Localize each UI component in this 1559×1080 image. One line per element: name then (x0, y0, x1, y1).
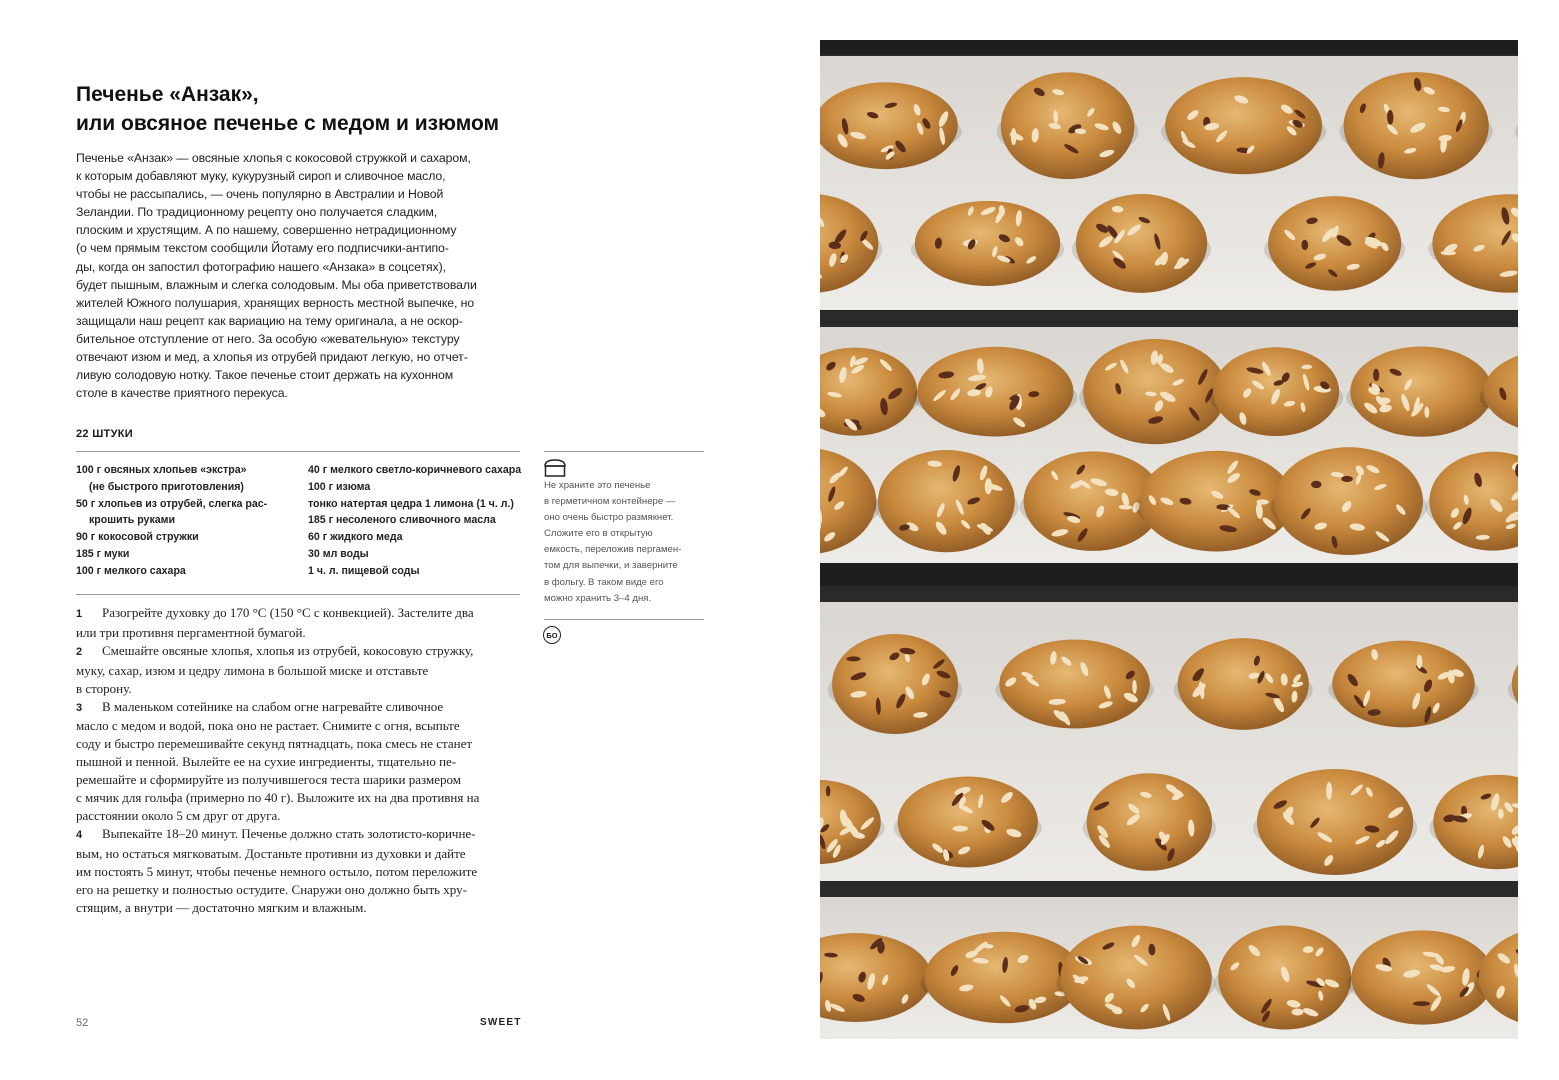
ingredient-item (76, 529, 296, 546)
trays-group (820, 40, 1518, 1039)
oat-flake (1011, 128, 1017, 145)
intro-line: ливую солодовую нотку. Такое печенье стоит держать на кухонном (76, 368, 454, 383)
note-line: емкость, переложив пергамен- (544, 544, 682, 556)
method-step (76, 642, 526, 698)
intro-line: (о чем прямым текстом сообщили Йотаму его подписчики-антипо- (76, 241, 449, 256)
running-head: SWEET (480, 1017, 522, 1028)
step-line: с мячик для гольфа (примерно по 40 г). Выложите их на два противня на (76, 790, 480, 806)
step-line: вым, но остаться мягковатым. Достаньте противни из духовки и дайте (76, 845, 466, 861)
note-line: в герметичном контейнере — (544, 496, 676, 508)
oat-cookie (1087, 773, 1212, 871)
oat-cookie (1351, 930, 1494, 1024)
step-line: ремешайте и сформируйте из получившегося теста шарики размером (76, 772, 461, 788)
step-line: или три противня пергаментной бумагой. (76, 624, 306, 640)
oat-flake (846, 656, 860, 661)
ingredient-item: 100 г изюма (308, 480, 371, 493)
oat-cookie (878, 450, 1015, 552)
note-line: Сложите его в открытую (544, 528, 653, 540)
intro-line: жителей Южного полушария, хранящих верность местной выпечке, но (76, 295, 475, 310)
step-line: пышной и пенной. Вылейте ее на сухие ингредиенты, тщательно пе- (76, 754, 457, 770)
ingredient-line-cont: (не быстрого приготовления) (89, 480, 244, 493)
title-line-1: Печенье «Анзак», (76, 83, 259, 106)
method-steps (76, 604, 526, 916)
intro-paragraph (76, 149, 526, 402)
ingredient-item: 185 г несоленого сливочного масла (308, 514, 496, 527)
intro-line: плоским и хрустящим. А по нашему, совершенно нетрадиционному (76, 223, 457, 238)
ingredient-line: 90 г кокосовой стружки (76, 531, 199, 544)
oat-flake (953, 826, 968, 832)
intro-line: к которым добавляют муку, кукурузный сироп и сливочное масло, (76, 169, 446, 184)
method-step (76, 604, 526, 642)
storage-container-icon (544, 459, 566, 477)
step-line: Выпекайте 18–20 минут. Печенье должно стать золотисто-коричне- (102, 825, 476, 841)
step-line: масло с медом и водой, пока оно не растает. Снимите с огня, всыпьте (76, 718, 460, 734)
tray-rim (820, 881, 1518, 897)
oat-cookie (1178, 638, 1309, 730)
recipe-title (76, 80, 576, 138)
step-line: Разогрейте духовку до 170 °C (150 °C с конвекцией). Застелите два (102, 605, 474, 620)
tray-rim (820, 586, 1518, 602)
method-step (76, 825, 526, 917)
oat-flake (826, 786, 831, 797)
step-line: соду и быстро перемешивайте секунд пятнадцать, пока смесь не станет (76, 736, 473, 752)
note-top-rule (544, 451, 704, 452)
recipe-badge: БО (543, 626, 561, 644)
intro-line: будет пышным, влажным и слегка солодовым. Мы оба приветствовали (76, 277, 477, 292)
step-number: 1 (76, 608, 83, 620)
cookie-trays-illustration (820, 40, 1518, 1039)
ingredient-line: 185 г муки (76, 547, 130, 560)
ingredient-item: 40 г мелкого светло-коричневого сахара (308, 464, 522, 476)
ingredient-line: 100 г мелкого сахара (76, 564, 186, 577)
step-line: в сторону. (76, 680, 132, 696)
oat-cookie (832, 634, 958, 734)
oat-cookie (1076, 194, 1207, 293)
step-line: муку, сахар, изюм и цедру лимона в большой миске и отставьте (76, 662, 429, 678)
method-step (76, 698, 526, 825)
step-line: им постоять 5 минут, чтобы печенье немного остыло, потом переложите (76, 863, 478, 879)
note-line: том для выпечки, и заверните (544, 560, 678, 572)
intro-line: Печенье «Анзак» — овсяные хлопья с кокосовой стружкой и сахаром, (76, 151, 471, 165)
step-number: 3 (76, 701, 83, 714)
oat-cookie (1257, 769, 1413, 875)
ingredient-item: 1 ч. л. пищевой соды (308, 564, 420, 577)
note-line: в фольгу. В таком виде его (544, 576, 664, 588)
ingredients-right-column (308, 462, 533, 580)
ingredient-item: 30 мл воды (308, 547, 369, 560)
ingredients-rule (76, 451, 520, 452)
ingredient-item: 60 г жидкого меда (308, 531, 403, 544)
intro-line: защищали наш рецепт как вариацию на тему оригинала, а не оскор- (76, 313, 463, 328)
ingredient-item (76, 496, 296, 530)
ingredient-line-cont: крошить руками (89, 514, 175, 527)
title-line-2: или овсяное печенье с медом и изюмом (76, 112, 500, 135)
oat-flake (1326, 782, 1332, 800)
tray-rim (820, 40, 1518, 54)
storage-note (544, 478, 704, 607)
cookie-trays-photo (820, 40, 1518, 1039)
oat-flake (1341, 476, 1352, 482)
oat-flake (1413, 1001, 1430, 1006)
ingredient-line: 100 г овсяных хлопьев «экстра» (76, 464, 247, 476)
step-number: 2 (76, 645, 83, 658)
step-line: его на решетку и полностью остудите. Снаружи оно должно быть хру- (76, 881, 467, 897)
step-line: стящим, а внутри — достаточно мягким и влажным. (76, 899, 367, 915)
ingredient-item (76, 462, 296, 496)
page-number: 52 (76, 1017, 89, 1029)
intro-line: отвечают изюм и мед, а хлопья из отрубей придают легкую, но отчет- (76, 350, 468, 365)
oat-cookie (917, 347, 1073, 437)
oat-flake (1417, 655, 1423, 669)
note-line: оно очень быстро размякнет. (544, 512, 674, 524)
oat-cookie (1274, 447, 1423, 555)
note-line: Не храните это печенье (544, 480, 651, 491)
intro-line: бительное отступление от него. За особую «жевательную» текстуру (76, 331, 460, 346)
intro-line: ды, когда он запостил фотографию нашего «Анзака» в соцсетях), (76, 259, 446, 274)
step-line: Смешайте овсяные хлопья, хлопья из отрубей, кокосовую стружку, (102, 642, 474, 658)
intro-line: Зеландии. По традиционному рецепту оно получается сладким, (76, 205, 438, 220)
ingredient-item (76, 546, 296, 563)
intro-line: чтобы не рассыпались, — очень популярно в Австралии и Новой (76, 187, 444, 202)
yield-label: 22 ШТУКИ (76, 428, 133, 440)
step-line: расстоянии около 5 см друг от друга. (76, 807, 281, 823)
ingredient-line: 50 г хлопьев из отрубей, слегка рас- (76, 497, 268, 510)
note-line: можно хранить 3–4 дня. (544, 592, 652, 604)
tray-rim (820, 311, 1518, 327)
ingredient-item (76, 563, 296, 580)
steps-rule (76, 594, 520, 595)
ingredient-item: тонко натертая цедра 1 лимона (1 ч. л.) (308, 497, 514, 510)
ingredients-left-column (76, 462, 296, 580)
intro-line: столе в качестве приятного перекуса. (76, 386, 288, 401)
step-number: 4 (76, 828, 83, 841)
step-line: В маленьком сотейнике на слабом огне нагревайте сливочное (102, 698, 444, 714)
oat-cookie (999, 640, 1150, 729)
note-bottom-rule (544, 619, 704, 620)
